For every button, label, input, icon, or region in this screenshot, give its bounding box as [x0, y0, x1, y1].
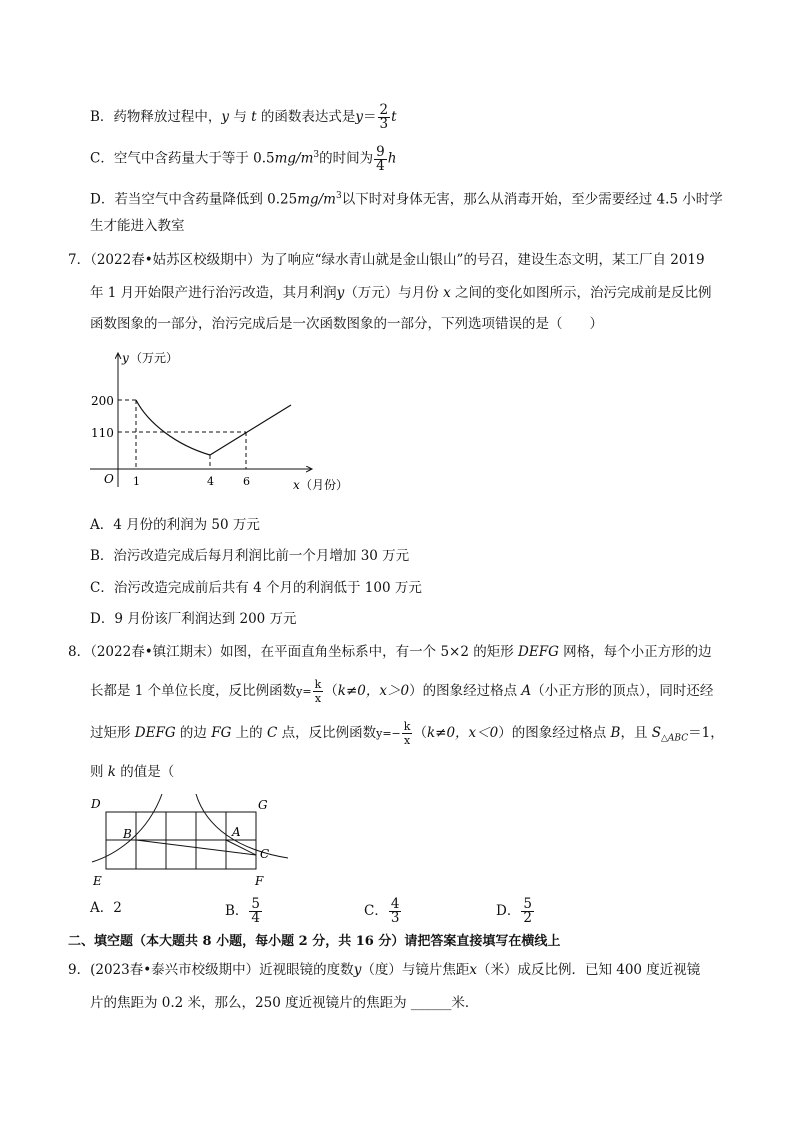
fraction-k-x	[402, 720, 413, 747]
q8-option-label: B．	[225, 903, 249, 919]
label-f: F	[255, 874, 264, 888]
linear-segment	[210, 405, 291, 455]
answer-blank[interactable]: ______	[410, 995, 452, 1011]
q6-option-c	[90, 145, 396, 173]
var-t: t	[251, 109, 257, 125]
q8-text: 点，反比例函数	[277, 725, 377, 741]
q6-option-d-text: D．若当空气中含药量降低到 0.25	[90, 191, 298, 208]
unit-mg-m3: mg/m	[274, 150, 314, 167]
fraction-5-4	[249, 898, 262, 925]
q7-text: 年 1 月开始限产进行治污改造，其月利润	[90, 285, 337, 301]
q8-text: （	[324, 683, 338, 699]
rect-name: DEFG	[518, 644, 559, 660]
numerator: 9	[376, 143, 385, 160]
unit-h: h	[387, 150, 397, 167]
q8-text: ＝1，	[688, 725, 724, 741]
tick-110: 110	[91, 426, 114, 440]
q8-text: 则	[90, 764, 108, 780]
label-c: C	[260, 847, 270, 861]
var-x: x	[469, 962, 477, 978]
condition: k≠0，x＞0	[337, 683, 410, 699]
q9-text: 片的焦距为 0.2 米，那么，250 度近视镜片的焦距为	[90, 995, 411, 1011]
numerator: 2	[379, 102, 389, 118]
q7-text: （万元）与月份	[344, 285, 444, 301]
y-axis-var: y	[122, 351, 129, 365]
fraction-9-4	[374, 143, 387, 174]
q6-option-d	[90, 186, 723, 210]
area-s: S	[651, 725, 662, 741]
func-y: y=−	[376, 727, 401, 740]
q8-stem-line3	[90, 720, 724, 749]
section-2-title: 二、填空题（本大题共 8 小题，每小题 2 分，共 16 分）请把答案直接填写在横线上	[68, 934, 561, 949]
q8-text: 的值是（	[115, 764, 175, 780]
q8-option-b	[225, 898, 263, 925]
q7-option-b: B．治污改造完成后每月利润比前一个月增加 30 万元	[90, 548, 410, 564]
fraction-5-2	[521, 898, 534, 925]
label-g: G	[258, 798, 268, 812]
var-y: y	[353, 962, 362, 978]
q6-option-c-text: C．空气中含药量大于等于 0.5	[90, 150, 275, 167]
condition: k≠0，x＜0	[426, 725, 499, 741]
denominator: 4	[251, 910, 261, 926]
var-x: x	[443, 285, 451, 301]
q8-stem-line4	[90, 762, 174, 782]
func-y: y=	[296, 685, 312, 698]
q7-option-c: C．治污改造完成前后共有 4 个月的利润低于 100 万元	[90, 580, 422, 596]
label-b: B	[123, 827, 132, 841]
q7-stem-line1: 7．（2022春•姑苏区校级期中）为了响应“绿水青山就是金山银山”的号召，建设生态文明，某工厂自 2019	[68, 252, 705, 268]
q8-stem-line1	[68, 642, 712, 662]
denominator: 2	[523, 910, 532, 926]
origin-label: O	[104, 472, 114, 486]
numerator: 5	[523, 896, 532, 912]
fraction-2-3	[378, 104, 391, 131]
tick-6: 6	[243, 475, 250, 488]
q8-text: ）的图象经过格点	[498, 725, 611, 741]
var-y: y	[336, 285, 345, 301]
side-fg: FG	[211, 725, 232, 741]
q6-option-b	[90, 104, 397, 131]
q6-option-d-line2: 生才能进入教室	[90, 218, 185, 234]
q8-option-d	[496, 898, 535, 925]
var-y: y	[355, 109, 364, 125]
label-e: E	[93, 874, 102, 888]
point-c-label: C	[266, 725, 278, 741]
q9-text: （米）成反比例．已知 400 度近视镜	[476, 962, 701, 978]
q7-text: 之间的变化如图所示，治污完成前是反比例	[450, 285, 712, 301]
q8-text: ，且	[620, 725, 652, 741]
q9-text: （度）与镜片焦距	[361, 962, 470, 978]
var-k: k	[107, 764, 116, 780]
q6-option-b-text2: 与	[229, 109, 252, 125]
tick-4: 4	[207, 475, 214, 488]
numerator: k	[314, 678, 322, 691]
q8-text: ）的图象经过格点	[409, 683, 522, 699]
q8-option-a: A．2	[90, 900, 122, 916]
q9-text: 9．(2023春•泰兴市校级期中）近视眼镜的度数	[68, 962, 354, 978]
q8-grid-figure	[88, 792, 298, 890]
q8-stem-line2	[90, 678, 713, 705]
point-b-label: B	[610, 725, 621, 741]
q7-option-a: A．4 月份的利润为 50 万元	[90, 517, 260, 533]
label-a: A	[232, 825, 241, 839]
numerator: 5	[251, 896, 261, 912]
q8-option-c	[364, 898, 402, 925]
q6-option-b-text3: 的函数表达式是	[256, 109, 356, 125]
q8-text: 网格，每个小正方形的边	[558, 644, 712, 660]
q8-text: 过矩形	[90, 725, 135, 741]
q8-text: （小正方形的顶点），同时还经	[531, 683, 714, 699]
q6-option-c-text2: 的时间为	[319, 150, 374, 167]
var-y: y	[221, 109, 230, 125]
q7-stem-line2	[90, 283, 712, 303]
denominator: 3	[390, 910, 400, 926]
q8-option-label: D．	[496, 903, 521, 919]
q8-text: 8．（2022春•镇江期末）如图，在平面直角坐标系中，有一个 5×2 的矩形	[68, 644, 519, 660]
denominator: 3	[379, 116, 389, 132]
unit-mg-m3: mg/m	[297, 191, 336, 208]
q8-text: 的边	[175, 725, 212, 741]
var-t: t	[391, 109, 397, 125]
numerator: k	[403, 720, 411, 733]
x-axis-unit: （月份）	[300, 478, 349, 492]
q6-option-b-text: B．药物释放过程中，	[90, 109, 222, 125]
tick-1: 1	[133, 475, 140, 488]
label-d: D	[91, 797, 101, 811]
tick-200: 200	[91, 394, 114, 408]
q9-text: 米．	[451, 995, 479, 1011]
q7-function-graph	[86, 345, 356, 495]
point-a-label: A	[521, 683, 532, 699]
rect-name: DEFG	[134, 725, 176, 741]
fraction-4-3	[389, 898, 402, 925]
x-axis-var: x	[293, 478, 300, 492]
fraction-k-x	[313, 678, 324, 705]
denominator: x	[314, 692, 322, 705]
superscript-3: 3	[335, 191, 342, 201]
inverse-curve	[136, 400, 210, 455]
q7-stem-line3: 函数图象的一部分，治污完成后是一次函数图象的一部分，下列选项错误的是（ ）	[90, 316, 603, 332]
y-axis-unit: （万元）	[130, 351, 179, 365]
superscript-3: 3	[313, 150, 320, 160]
triangle-abc: △ABC	[661, 733, 689, 744]
denominator: 4	[376, 157, 385, 174]
denominator: x	[404, 734, 411, 747]
numerator: 4	[390, 896, 400, 912]
q7-option-d: D．9 月份该厂利润达到 200 万元	[90, 611, 297, 627]
q8-text: 上的	[231, 725, 267, 741]
q9-stem-line2	[90, 993, 478, 1013]
q9-stem-line1	[68, 960, 700, 980]
q8-text: 长都是 1 个单位长度，反比例函数	[90, 683, 297, 699]
q8-option-label: C．	[364, 903, 388, 919]
equals-sign: ＝	[363, 109, 377, 125]
q6-option-d-text2: 以下时对身体无害，那么从消毒开始，至少需要经过 4.5 小时学	[341, 191, 723, 208]
q8-text: （	[413, 725, 427, 741]
